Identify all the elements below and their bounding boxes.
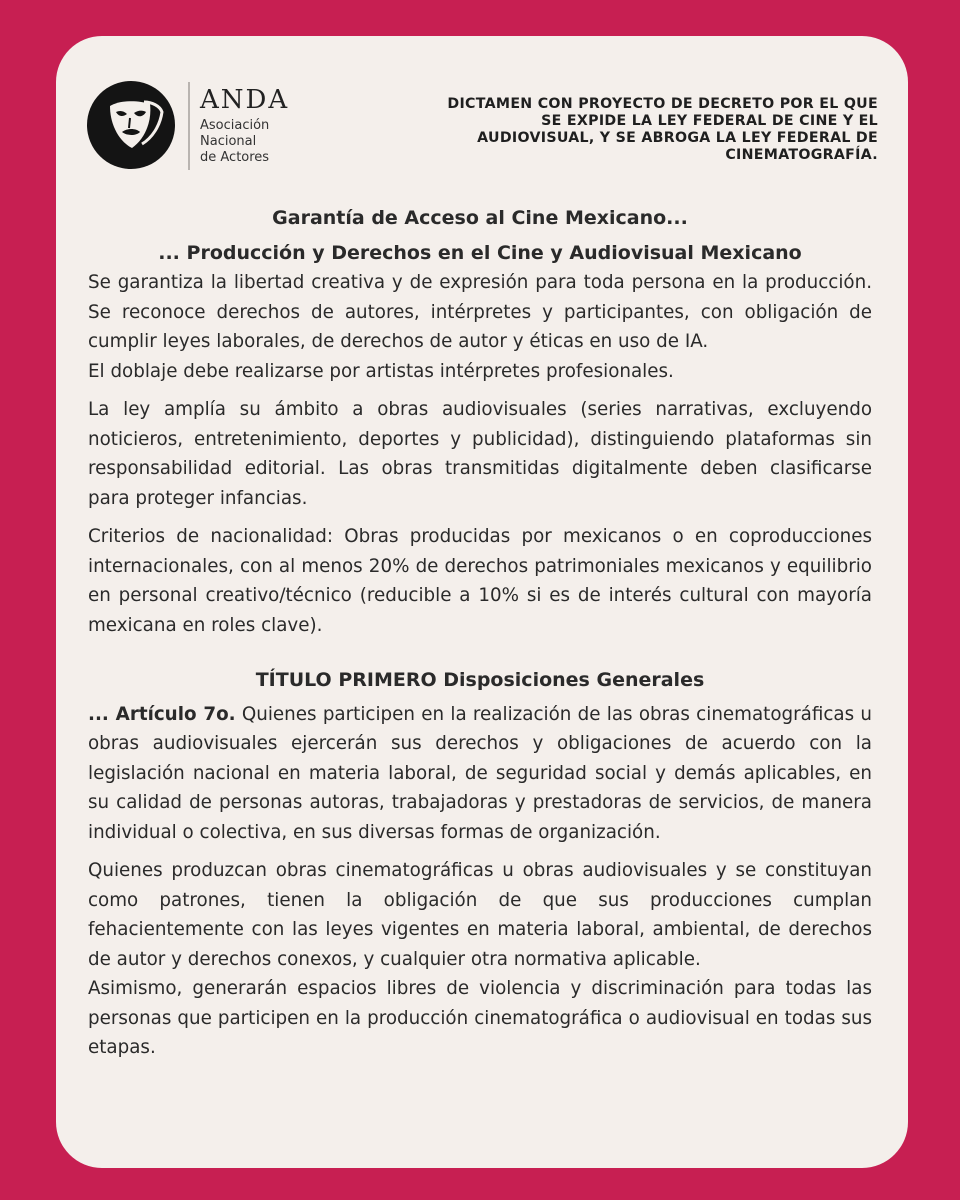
paragraph-violence-free: Asimismo, generarán espacios libres de violencia y discriminación para todas las personas que participen en la producción cinematográfica o audiovisual en todas sus etapas. xyxy=(88,978,872,1058)
logo-acronym: ANDA xyxy=(200,85,290,115)
title-section-bold: TÍTULO PRIMERO xyxy=(255,669,437,691)
logo-subtitle xyxy=(200,118,310,166)
paragraph-creative-freedom: Se garantiza la libertad creativa y de expresión para toda persona en la producción. Se reconoce derechos de autores, intérpretes y participantes, con obligación de cumplir leyes laborales, de derechos de autor y éticas en uso de IA. xyxy=(88,272,872,352)
theater-masks-logo-icon xyxy=(86,80,176,170)
logo-divider xyxy=(188,82,190,170)
logo-subtitle-line: de Actores xyxy=(200,150,270,165)
paragraph-scope: La ley amplía su ámbito a obras audiovisuales (series narrativas, excluyendo noticieros, entretenimiento, deportes y publicidad), distinguiendo plataformas sin responsabilidad editorial. Las obras transmitidas digitalmente deben clasificarse para proteger infancias. xyxy=(88,399,872,509)
logo-text xyxy=(200,86,310,166)
logo-subtitle-line: Asociación xyxy=(200,118,270,133)
logo-subtitle-line: Nacional xyxy=(200,134,257,149)
heading-access: Garantía de Acceso al Cine Mexicano... xyxy=(272,207,688,229)
paragraph-nationality: Criterios de nacionalidad: Obras producidas por mexicanos o en coproducciones internacionales, con al menos 20% de derechos patrimoniales mexicanos y equilibrio en personal creativo/técnico (reducible a 10% si es de interés cultural con mayoría mexicana en roles clave). xyxy=(88,526,872,636)
paragraph-employers: Quienes produzcan obras cinematográficas u obras audiovisuales y se constituyan como patrones, tienen la obligación de que sus producciones cumplan fehacientemente con las leyes vigentes en materia laboral, ambiental, de derechos de autor y derechos conexos, y cualquier otra normativa aplicable. xyxy=(88,860,872,970)
paragraph-article-7 xyxy=(88,700,872,848)
heading-title-primero xyxy=(88,666,872,696)
article-text: Quienes participen en la realización de las obras cinematográficas u obras audiovisuales ejercerán sus derechos y obligaciones de acuerdo con la legislación nacional en materia laboral, de seguridad social y demás aplicables, en su calidad de personas autoras, trabajadoras y prestadoras de servicios, de manera individual o colectiva, en sus diversas formas de organización. xyxy=(88,703,873,843)
paragraph-dubbing: El doblaje debe realizarse por artistas intérpretes profesionales. xyxy=(88,360,674,382)
heading-production-rights: ... Producción y Derechos en el Cine y Audiovisual Mexicano xyxy=(158,241,802,264)
document-card xyxy=(56,36,908,1168)
article-label: ... Artículo 7o. xyxy=(88,703,236,725)
document-body xyxy=(88,204,872,1063)
title-section-rest: Disposiciones Generales xyxy=(436,669,705,691)
document-title: DICTAMEN CON PROYECTO DE DECRETO POR EL QUE SE EXPIDE LA LEY FEDERAL DE CINE Y EL AUDIOVISUAL, Y SE ABROGA LA LEY FEDERAL DE CINEMATOGRAFÍA. xyxy=(447,96,878,163)
